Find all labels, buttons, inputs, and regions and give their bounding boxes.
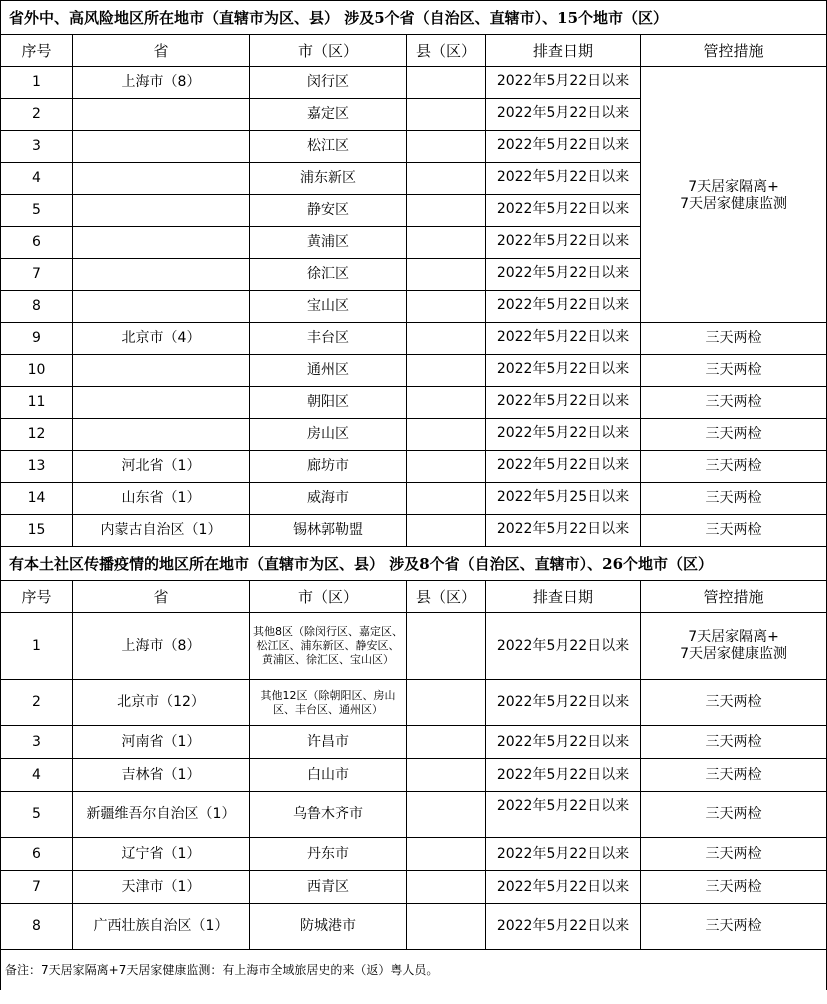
table1-title: 省外中、高风险地区所在地市（直辖市为区、县） 涉及5个省（自治区、直辖市）、15个地市（区）: [1, 1, 827, 35]
measure-line: 7天居家健康监测: [680, 646, 787, 662]
city-cell: 闵行区: [250, 67, 407, 99]
city-cell: 黄浦区: [250, 227, 407, 259]
date-cell: 2022年5月22日以来: [486, 613, 641, 680]
county-cell: [407, 483, 486, 515]
county-cell: [407, 904, 486, 950]
row-number: 8: [1, 291, 73, 323]
province-cell: 山东省（1）: [73, 483, 250, 515]
date-cell: 2022年5月22日以来: [486, 419, 641, 451]
measure-cell: 三天两检: [641, 726, 827, 759]
county-cell: [407, 387, 486, 419]
county-cell: [407, 67, 486, 99]
row-number: 14: [1, 483, 73, 515]
table-row: [1, 483, 827, 515]
city-cell: 廊坊市: [250, 451, 407, 483]
header-measure: 管控措施: [641, 35, 827, 67]
measure-cell: 三天两检: [641, 759, 827, 792]
date-cell: 2022年5月22日以来: [486, 259, 641, 291]
measure-cell: [641, 67, 827, 323]
date-cell: 2022年5月22日以来: [486, 871, 641, 904]
county-cell: [407, 838, 486, 871]
city-cell: 丰台区: [250, 323, 407, 355]
table-row: [1, 726, 827, 759]
province-cell: 广西壮族自治区（1）: [73, 904, 250, 950]
row-number: 6: [1, 838, 73, 871]
date-cell: 2022年5月22日以来: [486, 355, 641, 387]
row-number: 2: [1, 99, 73, 131]
header-county: 县（区）: [407, 581, 486, 613]
province-cell: 河北省（1）: [73, 451, 250, 483]
table2-title: 有本土社区传播疫情的地区所在地市（直辖市为区、县） 涉及8个省（自治区、直辖市）、26个地市（区）: [1, 547, 827, 581]
province-cell: 上海市（8）: [73, 67, 250, 99]
measure-line: 7天居家隔离+: [688, 179, 779, 195]
row-number: 2: [1, 680, 73, 726]
county-cell: [407, 259, 486, 291]
city-cell: 丹东市: [250, 838, 407, 871]
row-number: 3: [1, 726, 73, 759]
table-community-transmission-areas: [1, 547, 827, 950]
row-number: 7: [1, 259, 73, 291]
date-cell: 2022年5月22日以来: [486, 67, 641, 99]
province-cell: 天津市（1）: [73, 871, 250, 904]
measure-cell: 三天两检: [641, 323, 827, 355]
row-number: 3: [1, 131, 73, 163]
province-cell: 北京市（4）: [73, 323, 250, 355]
table-row: [1, 323, 827, 355]
county-cell: [407, 451, 486, 483]
date-cell: 2022年5月22日以来: [486, 904, 641, 950]
city-cell: 房山区: [250, 419, 407, 451]
city-cell: 防城港市: [250, 904, 407, 950]
county-cell: [407, 355, 486, 387]
row-number: 5: [1, 195, 73, 227]
header-date: 排查日期: [486, 581, 641, 613]
city-cell: 威海市: [250, 483, 407, 515]
province-cell: [73, 419, 250, 451]
county-cell: [407, 515, 486, 547]
table-row: [1, 871, 827, 904]
row-number: 4: [1, 163, 73, 195]
county-cell: [407, 792, 486, 838]
province-cell: 吉林省（1）: [73, 759, 250, 792]
header-city: 市（区）: [250, 581, 407, 613]
row-number: 8: [1, 904, 73, 950]
row-number: 1: [1, 67, 73, 99]
measure-cell: 三天两检: [641, 355, 827, 387]
city-cell: 其他12区（除朝阳区、房山区、丰台区、通州区）: [250, 680, 407, 726]
date-cell: 2022年5月22日以来: [486, 99, 641, 131]
row-number: 11: [1, 387, 73, 419]
city-cell: 朝阳区: [250, 387, 407, 419]
date-cell: 2022年5月22日以来: [486, 195, 641, 227]
footnote: 备注：7天居家隔离+7天居家健康监测：有上海市全域旅居史的来（返）粤人员。: [1, 950, 827, 990]
province-cell: [73, 259, 250, 291]
county-cell: [407, 163, 486, 195]
province-cell: 河南省（1）: [73, 726, 250, 759]
row-number: 9: [1, 323, 73, 355]
measure-cell: 三天两检: [641, 419, 827, 451]
province-cell: 新疆维吾尔自治区（1）: [73, 792, 250, 838]
date-cell: 2022年5月25日以来: [486, 483, 641, 515]
date-cell: 2022年5月22日以来: [486, 726, 641, 759]
date-cell: 2022年5月22日以来: [486, 515, 641, 547]
row-number: 10: [1, 355, 73, 387]
header-no: 序号: [1, 35, 73, 67]
row-number: 12: [1, 419, 73, 451]
county-cell: [407, 759, 486, 792]
table-row: [1, 355, 827, 387]
date-cell: 2022年5月22日以来: [486, 163, 641, 195]
measure-cell: 三天两检: [641, 451, 827, 483]
row-number: 1: [1, 613, 73, 680]
measure-cell: 三天两检: [641, 904, 827, 950]
date-cell: 2022年5月22日以来: [486, 792, 641, 838]
table-row: [1, 792, 827, 838]
table2-header-row: [1, 581, 827, 613]
city-cell: 白山市: [250, 759, 407, 792]
row-number: 7: [1, 871, 73, 904]
measure-cell: [641, 613, 827, 680]
city-cell: 其他8区（除闵行区、嘉定区、松江区、浦东新区、静安区、黄浦区、徐汇区、宝山区）: [250, 613, 407, 680]
date-cell: 2022年5月22日以来: [486, 680, 641, 726]
date-cell: 2022年5月22日以来: [486, 291, 641, 323]
measure-cell: 三天两检: [641, 871, 827, 904]
date-cell: 2022年5月22日以来: [486, 838, 641, 871]
table-row: [1, 759, 827, 792]
row-number: 4: [1, 759, 73, 792]
table-row: [1, 419, 827, 451]
city-cell: 西青区: [250, 871, 407, 904]
header-measure: 管控措施: [641, 581, 827, 613]
row-number: 6: [1, 227, 73, 259]
header-province: 省: [73, 35, 250, 67]
province-cell: 内蒙古自治区（1）: [73, 515, 250, 547]
city-cell: 浦东新区: [250, 163, 407, 195]
header-date: 排查日期: [486, 35, 641, 67]
county-cell: [407, 871, 486, 904]
city-cell: 锡林郭勒盟: [250, 515, 407, 547]
county-cell: [407, 291, 486, 323]
measure-line: 7天居家健康监测: [680, 195, 787, 212]
header-province: 省: [73, 581, 250, 613]
date-cell: 2022年5月22日以来: [486, 387, 641, 419]
province-cell: [73, 163, 250, 195]
date-cell: 2022年5月22日以来: [486, 227, 641, 259]
date-cell: 2022年5月22日以来: [486, 323, 641, 355]
province-cell: 上海市（8）: [73, 613, 250, 680]
county-cell: [407, 419, 486, 451]
header-no: 序号: [1, 581, 73, 613]
province-cell: [73, 355, 250, 387]
table-row: [1, 838, 827, 871]
province-cell: [73, 195, 250, 227]
county-cell: [407, 131, 486, 163]
city-cell: 许昌市: [250, 726, 407, 759]
measure-cell: 三天两检: [641, 483, 827, 515]
city-cell: 松江区: [250, 131, 407, 163]
county-cell: [407, 613, 486, 680]
province-cell: 北京市（12）: [73, 680, 250, 726]
measure-cell: 三天两检: [641, 515, 827, 547]
row-number: 15: [1, 515, 73, 547]
table-row: [1, 67, 827, 99]
province-cell: [73, 131, 250, 163]
date-cell: 2022年5月22日以来: [486, 451, 641, 483]
table-high-risk-areas: [1, 1, 827, 547]
province-cell: [73, 387, 250, 419]
date-cell: 2022年5月22日以来: [486, 759, 641, 792]
date-cell: 2022年5月22日以来: [486, 131, 641, 163]
table-row: [1, 387, 827, 419]
measure-cell: 三天两检: [641, 680, 827, 726]
county-cell: [407, 323, 486, 355]
city-cell: 宝山区: [250, 291, 407, 323]
header-county: 县（区）: [407, 35, 486, 67]
province-cell: [73, 227, 250, 259]
row-number: 5: [1, 792, 73, 838]
table1-header-row: [1, 35, 827, 67]
city-cell: 乌鲁木齐市: [250, 792, 407, 838]
table-row: [1, 680, 827, 726]
county-cell: [407, 227, 486, 259]
table-row: [1, 613, 827, 680]
province-cell: 辽宁省（1）: [73, 838, 250, 871]
county-cell: [407, 680, 486, 726]
measure-cell: 三天两检: [641, 792, 827, 838]
province-cell: [73, 291, 250, 323]
table-row: [1, 451, 827, 483]
measure-cell: 三天两检: [641, 387, 827, 419]
table-row: [1, 515, 827, 547]
city-cell: 嘉定区: [250, 99, 407, 131]
header-city: 市（区）: [250, 35, 407, 67]
city-cell: 静安区: [250, 195, 407, 227]
city-cell: 通州区: [250, 355, 407, 387]
county-cell: [407, 195, 486, 227]
table-row: [1, 904, 827, 950]
county-cell: [407, 99, 486, 131]
province-cell: [73, 99, 250, 131]
row-number: 13: [1, 451, 73, 483]
measure-line: 7天居家隔离+: [688, 629, 779, 646]
measure-cell: 三天两检: [641, 838, 827, 871]
city-cell: 徐汇区: [250, 259, 407, 291]
county-cell: [407, 726, 486, 759]
